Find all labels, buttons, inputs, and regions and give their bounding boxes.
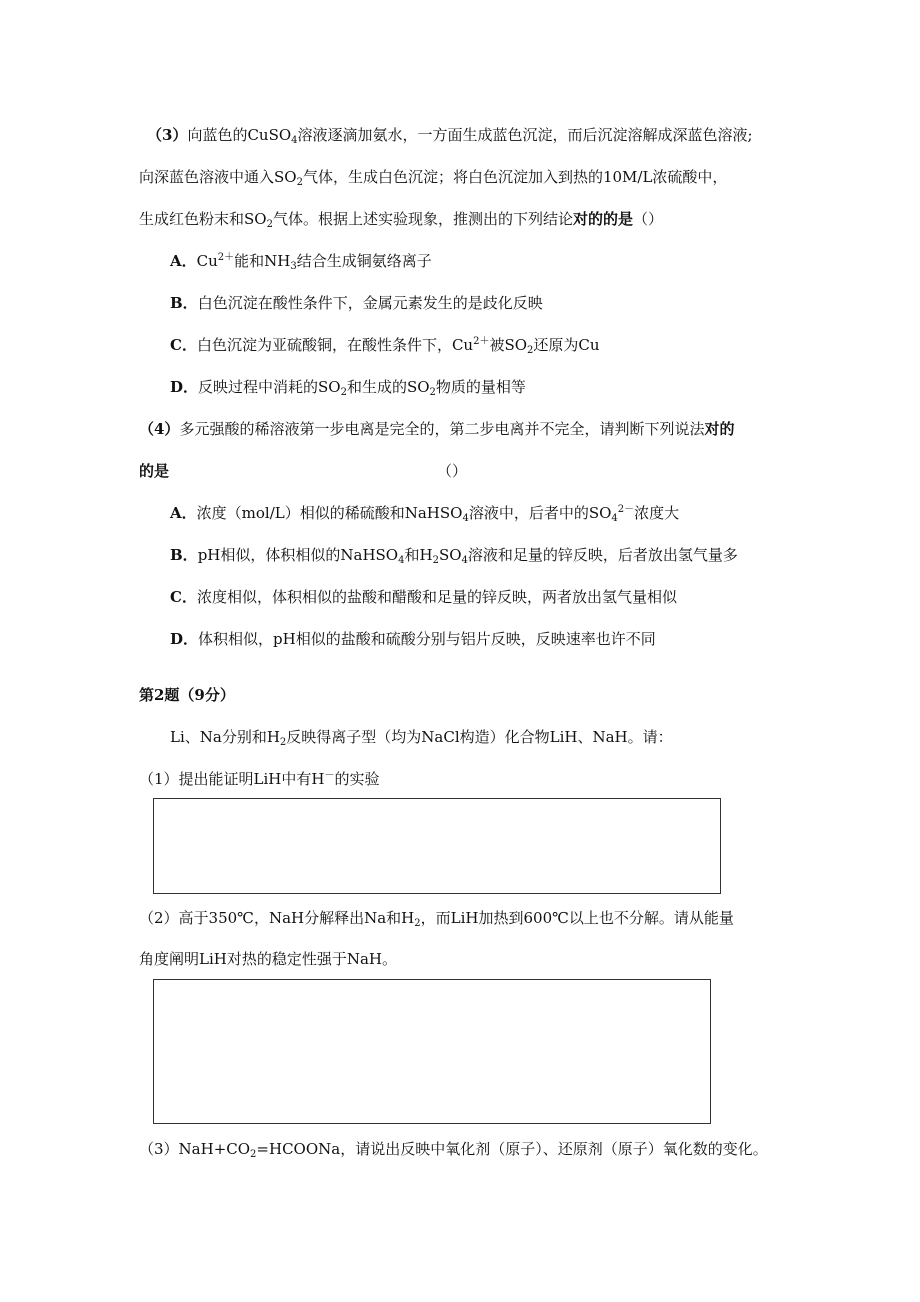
q3-option-b: B．白色沉淀在酸性条件下，金属元素发生的是歧化反映 xyxy=(170,294,543,312)
q4-line-2: 的是 xyxy=(139,462,170,480)
q4-option-b: B．pH相似，体积相似的NaHSO$_4$和$H_2SO_4$溶液和足量的锌反映，后者放出氢气量多 xyxy=(170,546,738,566)
q3-line-3: 生成红色粉末和$SO_2$气体。根据上述实验现象，推测出的下列结论对的的是（） xyxy=(139,210,663,230)
q4-answer-parens: （） xyxy=(437,462,468,480)
answer-box-1[interactable] xyxy=(153,798,721,894)
q4-number: （4） xyxy=(139,420,180,438)
q2-part-3: $(3)NaH+CO_2=HCOONa$，请说出反映中氧化剂（原子）、还原剂（原子）氧化数的变化。 xyxy=(139,1140,768,1160)
q4-line-1: （4）多元强酸的稀溶液第一步电离是完全的，第二步电离并不完全，请判断下列说法对的 xyxy=(139,420,735,438)
q2-title: 第2题（9分） xyxy=(139,686,235,704)
q2-intro: Li、Na分别和$H_2$反映得离子型（均为NaCl构造）化合物LiH、NaH。请： xyxy=(170,728,673,748)
q4-option-c: C．浓度相似，体积相似的盐酸和醋酸和足量的锌反映，两者放出氢气量相似 xyxy=(170,588,677,606)
q3-line-2: 向深蓝色溶液中通入$SO_2$气体，生成白色沉淀；将白色沉淀加入到热的10M/L浓硫酸中， xyxy=(139,168,728,188)
q3-option-d: D．反映过程中消耗的$SO_2$和生成的$SO_2$物质的量相等 xyxy=(170,378,526,398)
q2-part-2-line-2: 角度阐明LiH对热的稳定性强于NaH。 xyxy=(139,950,397,968)
q2-part-1: （1）提出能证明LiH中有H－的实验 xyxy=(139,770,380,788)
q3-number: （3） xyxy=(147,126,188,144)
q4-option-d: D．体积相似，pH相似的盐酸和硫酸分别与铝片反映，反映速率也许不同 xyxy=(170,630,656,648)
q3-option-c: C．白色沉淀为亚硫酸铜，在酸性条件下，$Cu^{2+}$被$SO_2$还原为Cu xyxy=(170,336,600,356)
q2-part-2-line-1: （2）高于350℃，NaH分解释出Na和$H_2$，而LiH加热到600℃以上也不分解。请从能量 xyxy=(139,909,734,929)
q3-line-1: （3）向蓝色的CuSO$_4$溶液逐滴加氨水，一方面生成蓝色沉淀，而后沉淀溶解成深蓝色溶液; xyxy=(147,126,753,146)
answer-box-2[interactable] xyxy=(153,979,711,1124)
q4-option-a: A．浓度（mol/L）相似的稀硫酸和NaHSO$_4$溶液中，后者中的$SO_4^{2-}$浓度大 xyxy=(170,504,680,524)
q3-option-a: A．$Cu^{2+}$能和$NH_3$结合生成铜氨络离子 xyxy=(170,252,432,272)
